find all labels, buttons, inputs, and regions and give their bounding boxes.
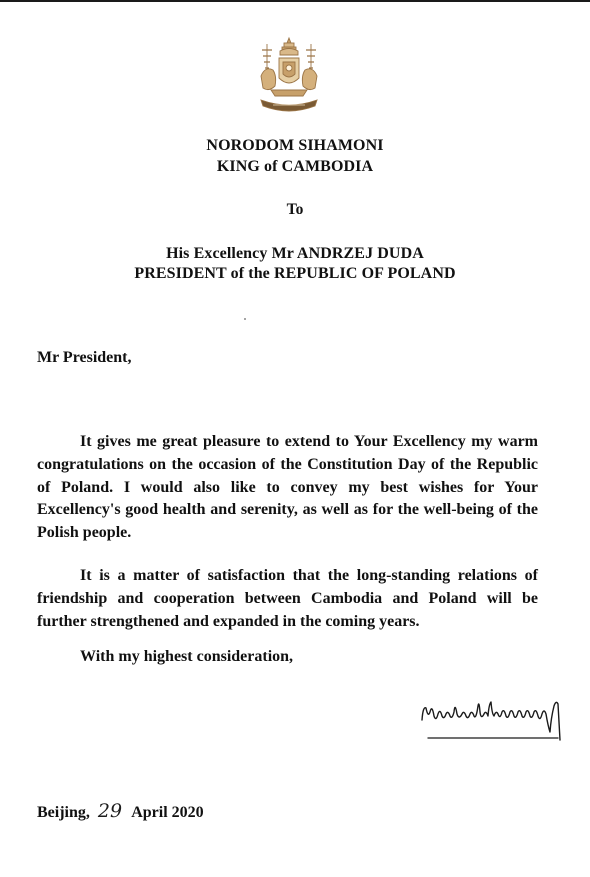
body-paragraph-1: It gives me great pleasure to extend to Your Excellency my warm congratulations on the occasion of the Constitution Day of the Republic of Poland. I would also like to convey my best wishes for Your Excellency's good health and serenity, as well as for the well-being of the Polish people.: [37, 433, 538, 542]
place: Beijing,: [37, 804, 90, 821]
handwritten-signature: [418, 692, 568, 744]
sender-name: NORODOM SIHAMONI: [206, 137, 384, 154]
handwritten-day: 29: [97, 800, 123, 822]
sender-title: KING of CAMBODIA: [216, 158, 374, 175]
recipient-title: PRESIDENT of the REPUBLIC OF POLAND: [134, 265, 456, 282]
stray-ink-dot: [244, 318, 246, 320]
recipient-name: His Excellency Mr ANDRZEJ DUDA: [166, 245, 424, 262]
body-paragraph-2: It is a matter of satisfaction that the long-standing relations of friendship and cooperation between Cambodia and Poland will be further strengthened and expanded in the coming years.: [37, 567, 538, 630]
month-year: April 2020: [131, 804, 204, 821]
place-and-date: [37, 800, 204, 822]
top-border-rule: [0, 0, 590, 2]
salutation: Mr President,: [37, 349, 132, 366]
closing-line: With my highest consideration,: [80, 648, 294, 665]
royal-coat-of-arms-icon: [253, 36, 325, 114]
addressee-to: To: [286, 201, 304, 218]
